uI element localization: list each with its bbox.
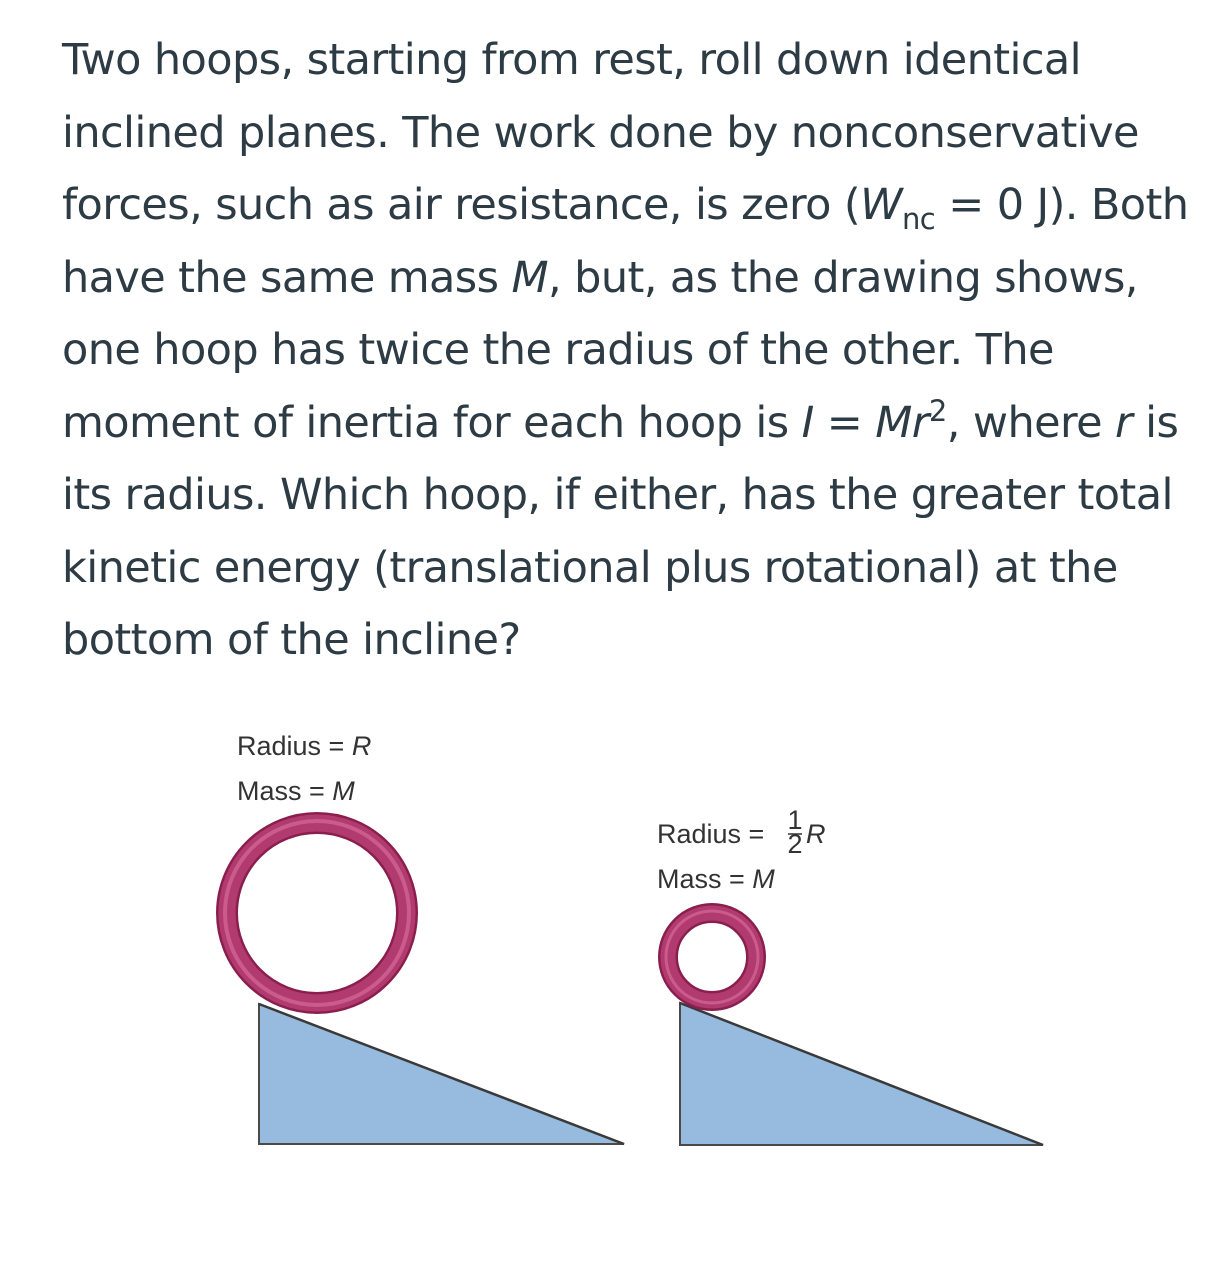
small-hoop: [666, 911, 758, 1003]
svg-text:1: 1: [787, 805, 803, 835]
hoops-incline-figure: [0, 700, 1230, 1180]
small-hoop-mass-label: Mass = M: [657, 864, 775, 894]
large-hoop-mass-label: Mass = M: [237, 776, 355, 806]
small-hoop-radius-label: [657, 805, 826, 859]
large-hoop-radius-label: Radius = R: [237, 731, 372, 761]
svg-text:2: 2: [787, 829, 803, 859]
svg-text:Radius =: Radius =: [657, 819, 765, 849]
svg-text:R: R: [806, 819, 826, 849]
question-text: Two hoops, starting from rest, roll down identical inclined planes. The work done by nonconservative forces, such as air resistance, is zero ($W_{nc} = 0$ J). Both have the same mass M, but, as the drawing shows, one hoop has twice the radius of the other. The moment of inertia for each hoop is $I = Mr^2$, where r is its radius. Which hoop, if either, has the greater total kinetic energy (translational plus rotational) at the bottom of the incline?: [62, 35, 1189, 665]
large-hoop: [225, 821, 409, 1005]
